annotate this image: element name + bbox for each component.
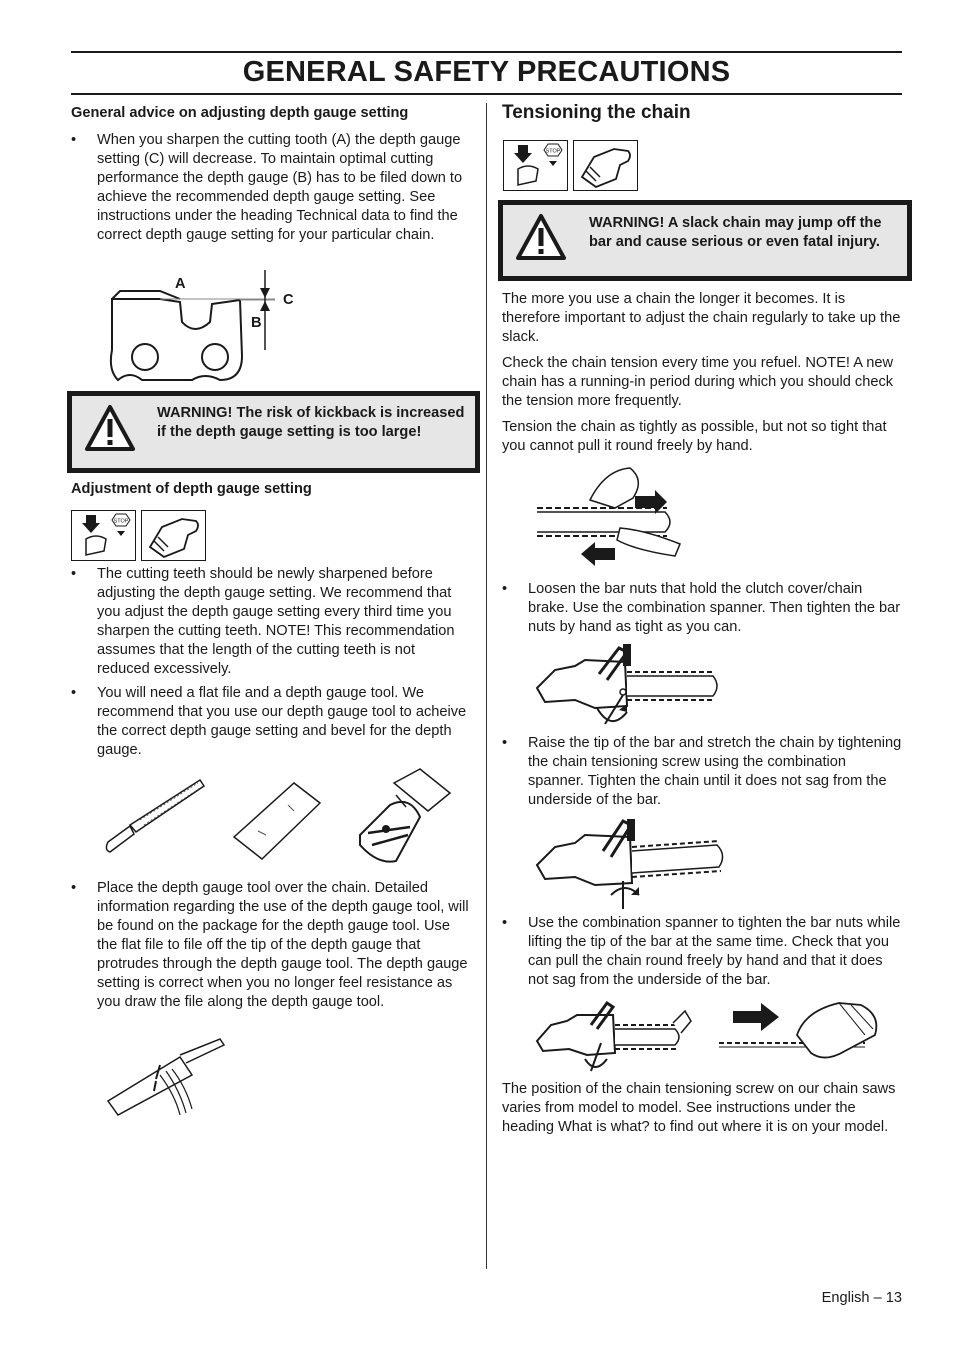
bullet-list-raise-tip (502, 734, 902, 810)
chain-with-tool-illustration (350, 765, 460, 875)
hand-pulling-chain-check-illustration (715, 995, 885, 1075)
list-item: • Loosen the bar nuts that hold the clutch cover/chain brake. Use the combination spanner. Then tighten the bar nuts by hand as tight as you can. (502, 580, 902, 637)
cutting-tooth-diagram (100, 270, 300, 388)
stop-engine-icon (503, 140, 568, 191)
bullet-list-place-tool (71, 879, 471, 1012)
filing-depth-gauge-illustration (100, 1035, 230, 1120)
label-c: C (283, 292, 294, 308)
warning-box-kickback (67, 391, 480, 473)
paragraph: Check the chain tension every time you refuel. NOTE! A new chain has a running-in period during which you should check the tension more frequently. (502, 355, 894, 409)
chainsaw-lift-tip-illustration (535, 995, 695, 1075)
bullet-list-tighten-nuts (502, 914, 902, 990)
label-b: B (251, 315, 262, 331)
warning-triangle-icon (85, 404, 135, 452)
chainsaw-loosen-nuts-illustration (535, 640, 725, 730)
stop-engine-icon (71, 510, 136, 561)
stop-text: STOP (113, 518, 129, 525)
section-heading-depth-gauge-advice: General advice on adjusting depth gauge setting (71, 105, 409, 121)
label-a: A (175, 276, 186, 292)
flat-file-illustration (100, 770, 210, 855)
warning-text-kickback: WARNING! The risk of kickback is increased if the depth gauge setting is too large! (157, 405, 465, 440)
title-underline (71, 93, 902, 95)
paragraph: Tension the chain as tightly as possible, but not so tight that you cannot pull it round freely by hand. (502, 419, 887, 454)
column-divider (486, 103, 487, 1269)
list-item: • You will need a flat file and a depth gauge tool. We recommend that you use our depth gauge tool to acheive the correct depth gauge setting and bevel for the depth gauge. (71, 684, 471, 760)
paragraph: The position of the chain tensioning screw on our chain saws varies from model to model. See instructions under the heading What is what? to find out where it is on your model. (502, 1081, 896, 1135)
gloves-icon (141, 510, 206, 561)
gloves-icon (573, 140, 638, 191)
list-item: • The cutting teeth should be newly sharpened before adjusting the depth gauge setting. We recommend that you adjust the depth gauge setting every third time you sharpen the cutting teeth. NOTE! This recommendation assumes that the length of the cutting teeth is not reduced excessively. (71, 565, 471, 679)
top-rule (71, 51, 902, 53)
list-item: • Place the depth gauge tool over the chain. Detailed information regarding the use of the depth gauge tool, will be found on the package for the depth gauge tool. Use the flat file to file off the tip of the depth gauge that protrudes through the depth gauge tool. The depth gauge setting is correct when you no longer feel resistance as you draw the file along the depth gauge tool. (71, 879, 471, 1012)
tension-intro (502, 290, 902, 456)
warning-box-slack-chain (498, 200, 912, 281)
hands-pulling-chain-illustration (535, 460, 695, 575)
stop-text: STOP (545, 148, 561, 155)
bullet-text: • When you sharpen the cutting tooth (A) the depth gauge setting (C) will decrease. To maintain optimal cutting performance the depth gauge (B) has to be filed down to achieve the recommended depth gauge setting. See instructions under the heading Technical data to find the correct depth gauge setting for your particular chain. (71, 131, 471, 245)
page-title: GENERAL SAFETY PRECAUTIONS (242, 56, 731, 88)
warning-triangle-icon (516, 213, 566, 261)
list-item: • Use the combination spanner to tighten the bar nuts while lifting the tip of the bar at the same time. Check that you can pull the chain round freely by hand and that it does not sag from the underside of the bar. (502, 914, 902, 990)
list-item (71, 131, 471, 245)
page-footer: English – 13 (821, 1290, 902, 1306)
final-note (502, 1080, 902, 1137)
depth-gauge-tool-illustration (228, 775, 333, 865)
list-item: • Raise the tip of the bar and stretch the chain by tightening the chain tensioning screw using the combination spanner. Tighten the chain until it does not sag from the underside of the bar. (502, 734, 902, 810)
warning-text-slack-chain: WARNING! A slack chain may jump off the bar and cause serious or even fatal injury. (589, 215, 882, 250)
bullet-list-adjustment (71, 565, 471, 760)
section-heading-tensioning: Tensioning the chain (502, 102, 691, 123)
chainsaw-tensioning-screw-illustration (535, 815, 730, 910)
bullet-list-loosen-nuts (502, 580, 902, 637)
paragraph: The more you use a chain the longer it becomes. It is therefore important to adjust the chain regularly to take up the slack. (502, 291, 901, 345)
section-heading-depth-gauge-adjustment: Adjustment of depth gauge setting (71, 481, 312, 497)
